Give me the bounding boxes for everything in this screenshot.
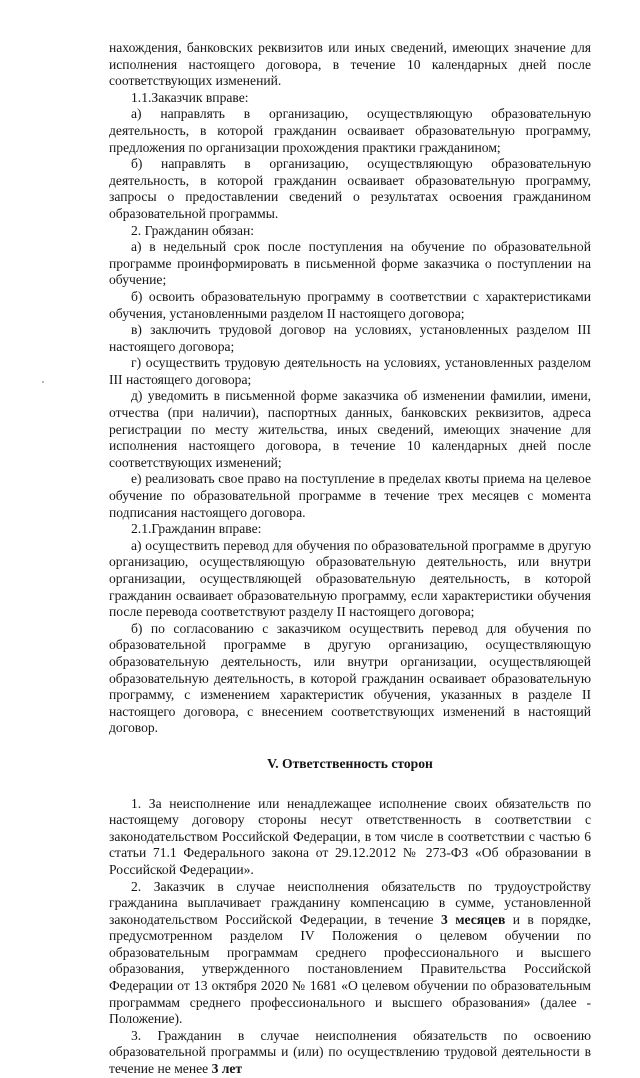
clause-1-1-a: а) направлять в организацию, осуществляющую образовательную деятельность, в которой гражданин осваивает образовательную программу, предложения по организации прохождения практики гражданином; <box>109 106 591 155</box>
document-page <box>109 40 591 1078</box>
clause-2-citizen-obligations: 2. Гражданин обязан: <box>131 222 255 238</box>
clause-2-a: а) в недельный срок после поступления на обучение по образовательной программе проинформировать в письменной форме заказчика о поступлении на обучение; <box>109 239 591 288</box>
clause-1-1-b: б) направлять в организацию, осуществляющую образовательную деятельность, в которой гражданин осваивает образовательную программу, запросы о предоставлении сведений о результатах освоения гражданином образовательной программы. <box>109 156 591 221</box>
clause-2-e: е) реализовать свое право на поступление в пределах квоты приема на целевое обучение по образовательной программе в течение трех месяцев с момента подписания настоящего договора. <box>109 471 591 520</box>
paragraph-continuation: нахождения, банковских реквизитов или иных сведений, имеющих значение для исполнения настоящего договора, в течение 10 календарных дней после соответствующих изменений. <box>109 40 591 89</box>
bold-term: 3 месяцев <box>441 911 506 927</box>
clause-text: и в порядке, предусмотренном разделом IV Положения о целевом обучении по образовательным программам среднего профессионального и высшего образования, утвержденного постановлением Правительства Российской Федерации от 13 октября 2020 № 1681 «О целевом обучении по образовательным программам среднего профессионального и высшего образования» (далее - Положение). <box>109 911 591 1027</box>
clause-2-1-a: а) осуществить перевод для обучения по образовательной программе в другую организацию, осуществляющую образовательную деятельность, или внутри организации, осуществляющей образовательную деятельность, в которой гражданин осваивает образовательную программу, если характеристики обучения после перевода соответствуют разделу II настоящего договора; <box>109 537 591 620</box>
clause-2-g: г) осуществить трудовую деятельность на условиях, установленных разделом III настоящего договора; <box>109 355 591 387</box>
clause-2-b: б) освоить образовательную программу в соответствии с характеристиками обучения, установленными разделом II настоящего договора; <box>109 288 591 321</box>
section-v-clause-2 <box>109 879 591 1028</box>
section-heading-responsibility: V. Ответственность сторон <box>267 755 433 771</box>
clause-text: 2. Заказчик в случае неисполнения обязательств по трудоустройству гражданина выплачивает гражданину компенсацию в сумме, установленной законодательством Российской Федерации, в течение <box>109 878 591 927</box>
bold-term: 3 лет <box>211 1061 243 1077</box>
clause-2-1-citizen-rights: 2.1.Гражданин вправе: <box>131 521 262 537</box>
scan-artifact <box>42 381 44 383</box>
clause-text: 3. Гражданин в случае неисполнения обязательств по освоению образовательной программы и (или) по осуществлению трудовой деятельности в течение не менее <box>109 1027 591 1077</box>
section-v-clause-3 <box>109 1028 591 1078</box>
clause-2-d: д) уведомить в письменной форме заказчика об изменении фамилии, имени, отчества (при наличии), паспортных данных, банковских реквизитов, адреса регистрации по месту жительства, иных сведений, имеющих значение для исполнения настоящего договора, в течение 10 календарных дней после соответствующих изменений; <box>109 388 591 470</box>
section-v-clause-1: 1. За неисполнение или ненадлежащее исполнение своих обязательств по настоящему договору стороны несут ответственность в соответствии с законодательством Российской Федерации, в том числе в соответствии с частью 6 статьи 71.1 Федерального закона от 29.12.2012 № 273-ФЗ «Об образовании в Российской Федерации». <box>109 795 591 877</box>
clause-2-v: в) заключить трудовой договор на условиях, установленных разделом III настоящего договора; <box>109 322 591 354</box>
clause-2-1-b: б) по согласованию с заказчиком осуществить перевод для обучения по образовательной программе в другую организацию, осуществляющую образовательную деятельность, или внутри организации, осуществляющей образовательную деятельность, в которой гражданин осваивает образовательную программу, с изменением характеристик обучения, указанных в разделе II настоящего договора, с внесением соответствующих изменений в настоящий договор. <box>109 620 591 736</box>
clause-1-1-customer-rights: 1.1.Заказчик вправе: <box>131 89 249 105</box>
